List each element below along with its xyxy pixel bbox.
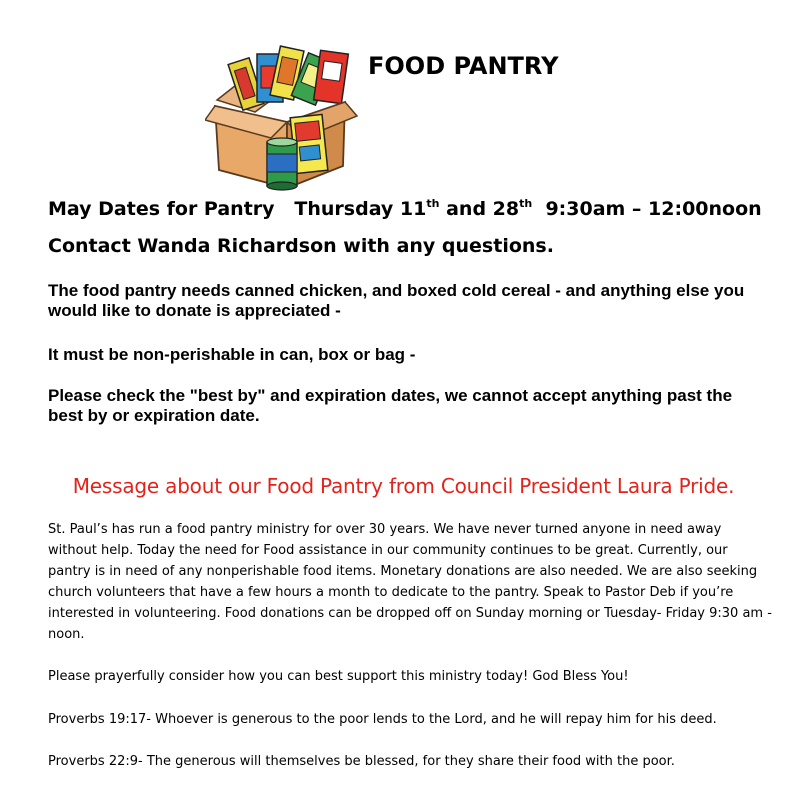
dates-suffix-1: th xyxy=(426,197,440,210)
message-closing: Please prayerfully consider how you can best support this ministry today! God Bless You! xyxy=(48,669,629,684)
dates-label: May Dates for Pantry xyxy=(48,198,275,220)
proverbs-verse: Proverbs 19:17- Whoever is generous to the poor lends to the Lord, and he will repay him for his deed. xyxy=(48,712,717,727)
dates-time: 9:30am – 12:00noon xyxy=(545,198,762,220)
dates-and: and 28 xyxy=(439,198,520,220)
notice-needs: The food pantry needs canned chicken, and boxed cold cereal - and anything else you would like to donate is appreciated - xyxy=(48,281,745,320)
notice-non-perishable: It must be non-perishable in can, box or bag - xyxy=(48,345,416,364)
message-body: St. Paul’s has run a food pantry ministry for over 30 years. We have never turned anyone in need away without help. Today the need for Food assistance in our community continues to be great. Currently, our pantry is in need of any nonperishable food items. Monetary donations are also needed. We are also seeking church volunteers that have a few hours a month to dedicate to the pantry. Speak to Pastor Deb if you’re interested in volunteering. Food donations can be dropped off on Sunday morning or Tuesday- Friday 9:30 am - noon. xyxy=(48,522,772,642)
pantry-dates xyxy=(48,198,762,220)
notice-expiration: Please check the "best by" and expiration dates, we cannot accept anything past the best by or expiration date. xyxy=(48,386,733,425)
message-heading: Message about our Food Pantry from Council President Laura Pride. xyxy=(72,474,735,498)
dates-suffix-2: th xyxy=(519,197,533,210)
dates-day: Thursday 11 xyxy=(294,198,427,220)
food-pantry-box-icon xyxy=(205,38,360,193)
page-title: FOOD PANTRY xyxy=(368,52,559,80)
proverbs-verse: Proverbs 22:9- The generous will themselves be blessed, for they share their food with the poor. xyxy=(48,754,675,769)
contact-line: Contact Wanda Richardson with any questions. xyxy=(48,235,554,257)
